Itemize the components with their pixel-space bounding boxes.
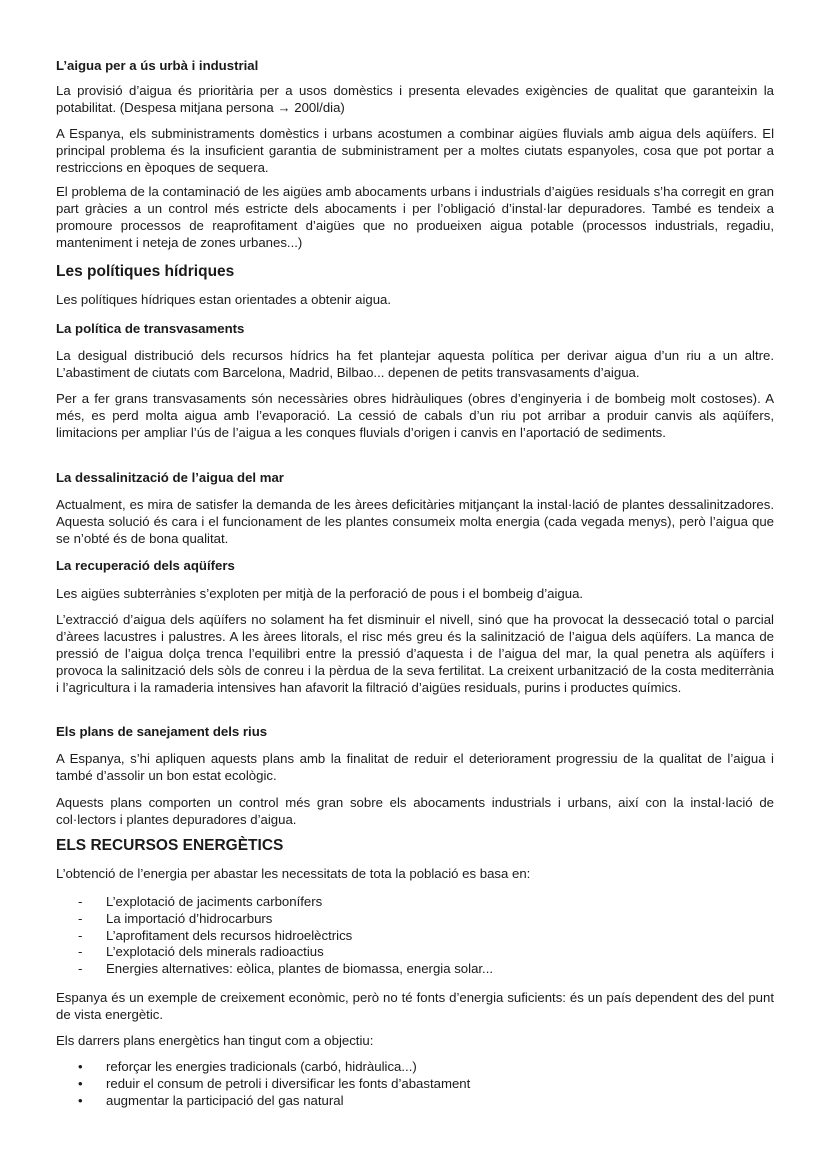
- bullet-marker: •: [78, 1059, 83, 1074]
- list-item-text: L’explotació de jaciments carbonífers: [106, 894, 323, 909]
- list-item: [56, 1076, 774, 1093]
- paragraph: La desigual distribució dels recursos hídrics ha fet plantejar aquesta política per derivar aigua d’un riu a un altre. L’abastiment de ciutats com Barcelona, Madrid, Bilbao... depenen de petits transvasaments d’aigua.: [56, 348, 774, 380]
- paragraph: El problema de la contaminació de les aigües amb abocaments urbans i industrials d’aigües residuals s’ha corregit en gran part gràcies a un control més estricte dels abocaments i per l’obligació d’instal·lar depuradores. També es tendeix a promoure processos de reaprofitament d’aigües que no produeixen aigua potable (processos industrials, regadiu, manteniment i neteja de zones urbanes...): [56, 184, 774, 250]
- paragraph: A Espanya, s’hi apliquen aquests plans amb la finalitat de reduir el deteriorament progressiu de la qualitat de l’aigua i també d’assolir un bon estat ecològic.: [56, 751, 774, 783]
- dash-marker: -: [78, 944, 83, 960]
- paragraph: L’extracció d’aigua dels aqüífers no solament ha fet disminuir el nivell, sinó que ha provocat la dessecació total o parcial d’àrees lacustres i palustres. A les àrees litorals, el risc més greu és la salinització de l’aigua dels aqüífers. La manca de pressió de l’aigua dolça trenca l’equilibri entre la pressió d’aquesta i de l’aigua del mar, la qual penetra als aqüífers i provoca la salinització dels sòls de conreu i la pèrdua de la seva fertilitat. La creixent urbanització de la costa mediterrània i l’agricultura i la ramaderia intensives han afavorit la filtració d’aigües residuals, purins i productes químics.: [56, 612, 774, 695]
- list-item: [56, 928, 774, 945]
- paragraph: Espanya és un exemple de creixement econòmic, però no té fonts d’energia suficients: és un país dependent des del punt de vista energètic.: [56, 990, 774, 1022]
- list-item-text: augmentar la participació del gas natural: [106, 1092, 344, 1108]
- heading-aquifers: La recuperació dels aqüífers: [56, 558, 235, 573]
- paragraph: Actualment, es mira de satisfer la demanda de les àrees deficitàries mitjançant la instal·lació de plantes dessalinitzadores. Aquesta solució és cara i el funcionament de les plantes consumeix molta energia (cada vegada menys), però l’aigua que se n’obté és de bona qualitat.: [56, 497, 774, 546]
- list-item: [56, 1093, 774, 1110]
- energy-sources-list: [56, 894, 774, 978]
- heading-water-policies: Les polítiques hídriques: [56, 263, 235, 280]
- paragraph: Per a fer grans transvasaments són necessàries obres hidràuliques (obres d’enginyeria i de bombeig molt costoses). A més, es perd molta aigua amb l’evaporació. La cessió de cabals d’un riu pot arribar a produir canvis als aqüífers, limitacions per ampliar l’ús de l’aigua a les conques fluvials d’origen i canvis en l’aportació de sediments.: [56, 391, 774, 440]
- list-item-text: L’aprofitament dels recursos hidroelèctrics: [106, 927, 353, 943]
- dash-marker: -: [78, 894, 83, 909]
- paragraph: A Espanya, els subministraments domèstics i urbans acostumen a combinar aigües fluvials amb aigua dels aqüífers. El principal problema és la insuficient garantia de subministrament per a moltes ciutats espanyoles, cosa que pot portar a restriccions en èpoques de sequera.: [56, 126, 774, 175]
- list-item-text: La importació d’hidrocarburs: [106, 910, 273, 926]
- heading-urban-industrial-water: L’aigua per a ús urbà i industrial: [56, 58, 259, 73]
- heading-transfers: La política de transvasaments: [56, 321, 245, 336]
- list-item: [56, 1059, 774, 1076]
- list-item: [56, 961, 774, 978]
- paragraph: Aquests plans comporten un control més gran sobre els abocaments industrials i urbans, així con la instal·lació de col·lectors i plantes depuradores d’aigua.: [56, 795, 774, 827]
- paragraph: Les aigües subterrànies s’exploten per mitjà de la perforació de pous i el bombeig d’aigua.: [56, 586, 584, 601]
- list-item: [56, 894, 774, 911]
- dash-marker: -: [78, 927, 83, 943]
- list-item: [56, 911, 774, 928]
- list-item-text: reforçar les energies tradicionals (carbó, hidràulica...): [106, 1059, 417, 1074]
- paragraph: L’obtenció de l’energia per abastar les necessitats de tota la població es basa en:: [56, 866, 531, 881]
- heading-energy-resources: ELS RECURSOS ENERGÈTICS: [56, 837, 284, 854]
- dash-marker: -: [78, 961, 83, 977]
- paragraph: La provisió d’aigua és prioritària per a usos domèstics i presenta elevades exigències de qualitat que garanteixin la potabilitat. (Despesa mitjana persona → 200l/dia): [56, 83, 774, 115]
- list-item: [56, 944, 774, 961]
- energy-objectives-list: [56, 1059, 774, 1109]
- heading-river-sanitation: Els plans de sanejament dels rius: [56, 724, 268, 739]
- list-item-text: L’explotació dels minerals radioactius: [106, 944, 324, 960]
- list-item-text: reduir el consum de petroli i diversificar les fonts d’abastament: [106, 1075, 471, 1091]
- dash-marker: -: [78, 910, 83, 926]
- paragraph: Les polítiques hídriques estan orientades a obtenir aigua.: [56, 292, 392, 307]
- heading-desalination: La dessalinització de l’aigua del mar: [56, 470, 284, 485]
- bullet-marker: •: [78, 1075, 83, 1091]
- bullet-marker: •: [78, 1092, 83, 1108]
- list-item-text: Energies alternatives: eòlica, plantes de biomassa, energia solar...: [106, 961, 494, 977]
- paragraph: Els darrers plans energètics han tingut com a objectiu:: [56, 1033, 374, 1048]
